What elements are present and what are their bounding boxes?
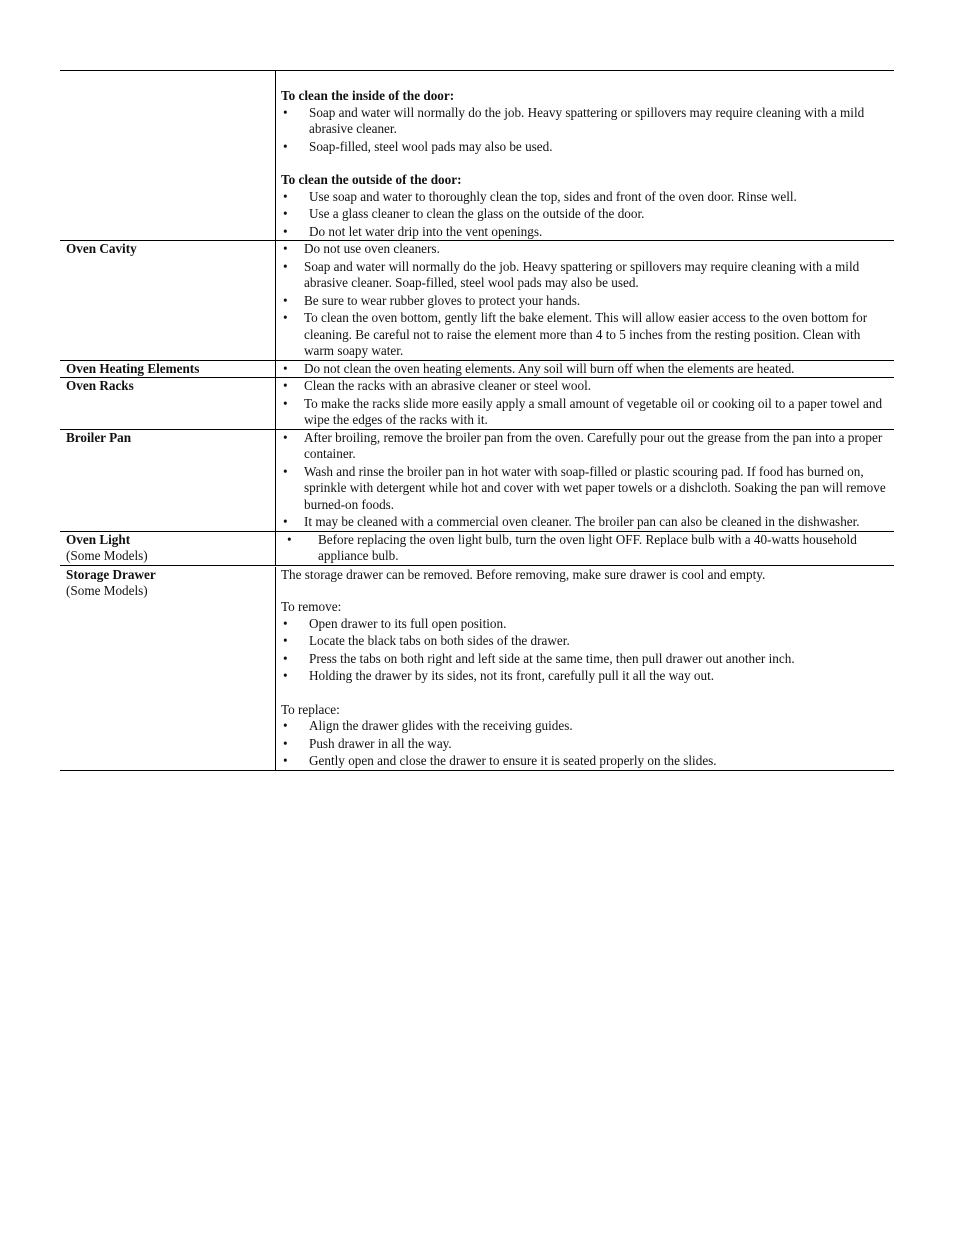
list-item: • Use soap and water to thoroughly clean the top, sides and front of the oven door. Rinse well. [281,189,888,206]
list-item: • Push drawer in all the way. [281,736,888,753]
section-heading-outside-door: To clean the outside of the door: [281,172,462,187]
list-item: • Open drawer to its full open position. [281,616,888,633]
list-item: • To make the racks slide more easily apply a small amount of vegetable oil or cooking oil to a paper towel and wipe the edges of the racks with it. [281,396,888,429]
row-label-storage-drawer [60,567,276,770]
bullet-list-oven-light [281,532,888,565]
bullet-list-remove-drawer [281,616,888,685]
bullet-list-outside-door [281,189,888,241]
list-item: • Align the drawer glides with the receiving guides. [281,718,888,735]
list-item: • Soap and water will normally do the job. Heavy spattering or spillovers may require cleaning with a mild abrasive cleaner. [281,105,888,138]
row-label-oven-cavity [60,241,276,360]
row-content-broiler-pan [276,430,894,531]
row-label-oven-heating-elements [60,361,276,378]
table-row-oven-cavity [60,241,894,361]
row-label-empty [60,71,276,240]
list-item: • Soap and water will normally do the job. Heavy spattering or spillovers may require cleaning with a mild abrasive cleaner. Soap-filled, steel wool pads may also be used. [281,259,888,292]
list-item: • Wash and rinse the broiler pan in hot water with soap-filled or plastic scouring pad. If food has burned on, sprinkle with detergent while hot and cover with wet paper towels or a dishcloth. Soaking the pan will remove burned-on foods. [281,464,888,514]
list-item: • It may be cleaned with a commercial oven cleaner. The broiler pan can also be cleaned in the dishwasher. [281,514,888,531]
row-label-text: Oven Cavity [66,241,137,256]
table-row-oven-door [60,71,894,241]
list-item: • To clean the oven bottom, gently lift the bake element. This will allow easier access to the oven bottom for cleaning. Be careful not to raise the element more than 4 to 5 inches from the resting position. Clean with warm soapy water. [281,310,888,360]
row-content-oven-light [276,532,894,565]
list-item: • Holding the drawer by its sides, not its front, carefully pull it all the way out. [281,668,888,685]
row-label-subtext: (Some Models) [66,548,148,563]
bullet-list-broiler-pan [281,430,888,531]
table-row-oven-heating-elements [60,361,894,379]
list-item: • Locate the black tabs on both sides of the drawer. [281,633,888,650]
row-label-text: Storage Drawer [66,566,156,582]
section-heading-inside-door: To clean the inside of the door: [281,88,455,103]
list-item: • After broiling, remove the broiler pan from the oven. Carefully pour out the grease from the pan into a proper container. [281,430,888,463]
bullet-list-oven-racks [281,378,888,429]
row-content-storage-drawer [276,567,894,770]
row-label-text: Oven Heating Elements [66,360,200,376]
row-label-text: Broiler Pan [66,429,132,445]
replace-heading: To replace: [281,701,340,717]
row-content-oven-racks [276,378,894,429]
row-label-oven-light [60,532,276,565]
table-row-oven-racks [60,378,894,430]
bullet-list-oven-heating-elements [281,361,888,378]
row-label-text: Oven Racks [66,378,134,393]
table-row-broiler-pan [60,430,894,532]
row-label-text: Oven Light [66,531,131,547]
list-item: • Gently open and close the drawer to ensure it is seated properly on the slides. [281,753,888,770]
list-item: • Be sure to wear rubber gloves to protect your hands. [281,293,888,310]
row-content-oven-heating-elements [276,361,894,378]
row-label-subtext: (Some Models) [66,583,148,598]
bullet-list-oven-cavity [281,241,888,360]
list-item: • Do not let water drip into the vent openings. [281,224,888,241]
list-item: • Clean the racks with an abrasive cleaner or steel wool. [281,378,888,395]
list-item: • Before replacing the oven light bulb, turn the oven light OFF. Replace bulb with a 40-watts household appliance bulb. [281,532,888,565]
list-item: • Do not clean the oven heating elements. Any soil will burn off when the elements are heated. [281,361,888,378]
storage-drawer-intro: The storage drawer can be removed. Before removing, make sure drawer is cool and empty. [281,566,766,582]
list-item: • Use a glass cleaner to clean the glass on the outside of the door. [281,206,888,223]
care-and-cleaning-table [60,70,894,771]
bullet-list-replace-drawer [281,718,888,770]
list-item: • Do not use oven cleaners. [281,241,888,258]
list-item: • Soap-filled, steel wool pads may also be used. [281,139,888,156]
list-item: • Press the tabs on both right and left side at the same time, then pull drawer out another inch. [281,651,888,668]
table-row-storage-drawer [60,566,894,771]
table-row-oven-light [60,532,894,566]
row-content-oven-door [276,88,894,240]
remove-heading: To remove: [281,599,342,614]
row-content-oven-cavity [276,241,894,360]
bullet-list-inside-door [281,105,888,156]
row-label-broiler-pan [60,430,276,531]
row-label-oven-racks [60,378,276,429]
